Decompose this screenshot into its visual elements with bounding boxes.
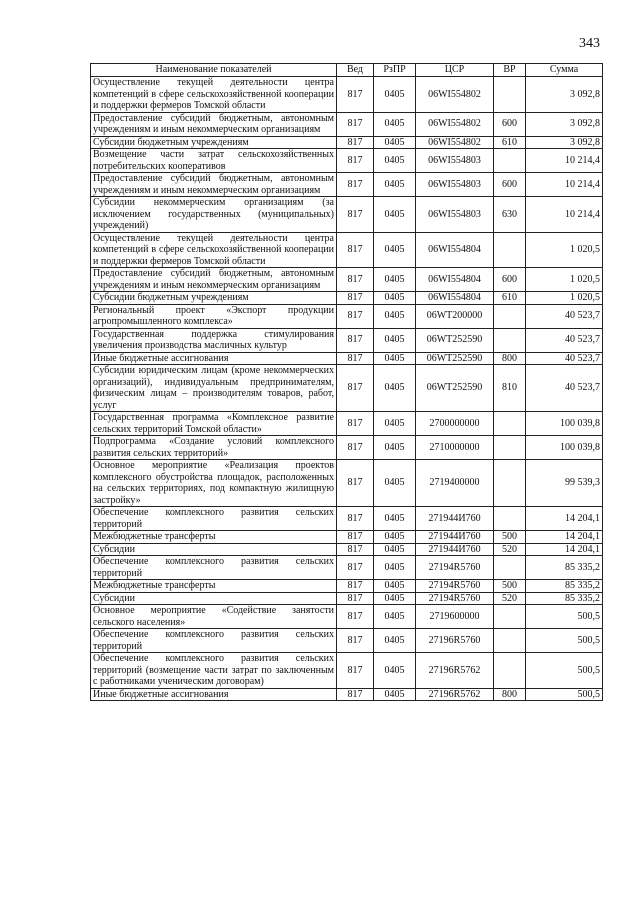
cell-vr: 610 xyxy=(494,136,526,149)
cell-ved: 817 xyxy=(337,292,374,305)
table-row xyxy=(91,592,603,605)
cell-vr: 500 xyxy=(494,531,526,544)
cell-rzpr: 0405 xyxy=(374,136,416,149)
cell-sum: 85 335,2 xyxy=(526,592,603,605)
cell-sum: 40 523,7 xyxy=(526,365,603,412)
cell-name: Межбюджетные трансферты xyxy=(91,531,337,544)
cell-name: Субсидии xyxy=(91,543,337,556)
cell-name: Осуществление текущей деятельности центра компетенций в сфере сельскохозяйственной кооперации и поддержки фермеров Томской области xyxy=(91,232,337,268)
cell-ved: 817 xyxy=(337,460,374,507)
table-row xyxy=(91,77,603,113)
cell-csr: 271944И760 xyxy=(416,531,494,544)
cell-vr xyxy=(494,328,526,352)
cell-sum: 10 214,4 xyxy=(526,173,603,197)
cell-ved: 817 xyxy=(337,580,374,593)
cell-rzpr: 0405 xyxy=(374,688,416,701)
cell-ved: 817 xyxy=(337,688,374,701)
cell-vr xyxy=(494,232,526,268)
cell-ved: 817 xyxy=(337,556,374,580)
cell-csr: 06WT252590 xyxy=(416,365,494,412)
cell-rzpr: 0405 xyxy=(374,112,416,136)
cell-sum: 100 039,8 xyxy=(526,412,603,436)
cell-sum: 500,5 xyxy=(526,629,603,653)
cell-rzpr: 0405 xyxy=(374,328,416,352)
cell-ved: 817 xyxy=(337,507,374,531)
cell-csr: 06WT252590 xyxy=(416,352,494,365)
cell-rzpr: 0405 xyxy=(374,592,416,605)
cell-sum: 500,5 xyxy=(526,688,603,701)
cell-vr: 600 xyxy=(494,173,526,197)
cell-rzpr: 0405 xyxy=(374,352,416,365)
cell-ved: 817 xyxy=(337,592,374,605)
cell-sum: 3 092,8 xyxy=(526,136,603,149)
cell-vr: 520 xyxy=(494,543,526,556)
table-row xyxy=(91,232,603,268)
cell-sum: 1 020,5 xyxy=(526,292,603,305)
cell-name: Возмещение части затрат сельскохозяйственных потребительских кооперативов xyxy=(91,149,337,173)
table-row xyxy=(91,556,603,580)
cell-rzpr: 0405 xyxy=(374,531,416,544)
table-row xyxy=(91,412,603,436)
table-row xyxy=(91,460,603,507)
cell-sum: 3 092,8 xyxy=(526,77,603,113)
cell-vr xyxy=(494,77,526,113)
cell-rzpr: 0405 xyxy=(374,629,416,653)
cell-rzpr: 0405 xyxy=(374,605,416,629)
cell-ved: 817 xyxy=(337,352,374,365)
cell-sum: 500,5 xyxy=(526,605,603,629)
cell-sum: 10 214,4 xyxy=(526,149,603,173)
cell-sum: 40 523,7 xyxy=(526,328,603,352)
cell-csr: 06WI554802 xyxy=(416,112,494,136)
cell-sum: 40 523,7 xyxy=(526,352,603,365)
cell-vr xyxy=(494,507,526,531)
cell-rzpr: 0405 xyxy=(374,412,416,436)
cell-rzpr: 0405 xyxy=(374,304,416,328)
table-row xyxy=(91,268,603,292)
cell-rzpr: 0405 xyxy=(374,507,416,531)
cell-ved: 817 xyxy=(337,268,374,292)
cell-csr: 06WI554804 xyxy=(416,232,494,268)
cell-vr xyxy=(494,653,526,689)
cell-vr xyxy=(494,436,526,460)
cell-csr: 06WI554802 xyxy=(416,136,494,149)
cell-csr: 2719400000 xyxy=(416,460,494,507)
cell-vr xyxy=(494,460,526,507)
cell-name: Иные бюджетные ассигнования xyxy=(91,352,337,365)
table-row xyxy=(91,531,603,544)
cell-csr: 27194R5760 xyxy=(416,592,494,605)
cell-csr: 06WI554803 xyxy=(416,173,494,197)
cell-csr: 271944И760 xyxy=(416,507,494,531)
cell-sum: 85 335,2 xyxy=(526,580,603,593)
cell-ved: 817 xyxy=(337,149,374,173)
cell-name: Предоставление субсидий бюджетным, автономным учреждениям и иным некоммерческим организациям xyxy=(91,112,337,136)
cell-ved: 817 xyxy=(337,328,374,352)
table-row xyxy=(91,328,603,352)
cell-name: Осуществление текущей деятельности центра компетенций в сфере сельскохозяйственной кооперации и поддержки фермеров Томской области xyxy=(91,77,337,113)
cell-name: Субсидии юридическим лицам (кроме некоммерческих организаций), индивидуальным предпринимателям, физическим лицам – производителям товаров, работ, услуг xyxy=(91,365,337,412)
cell-csr: 2719600000 xyxy=(416,605,494,629)
cell-ved: 817 xyxy=(337,543,374,556)
cell-name: Субсидии некоммерческим организациям (за исключением государственных (муниципальных) учреждений) xyxy=(91,197,337,233)
cell-csr: 2700000000 xyxy=(416,412,494,436)
cell-rzpr: 0405 xyxy=(374,268,416,292)
table-row xyxy=(91,436,603,460)
cell-name: Иные бюджетные ассигнования xyxy=(91,688,337,701)
cell-sum: 85 335,2 xyxy=(526,556,603,580)
cell-rzpr: 0405 xyxy=(374,653,416,689)
cell-rzpr: 0405 xyxy=(374,149,416,173)
cell-vr: 800 xyxy=(494,688,526,701)
cell-sum: 100 039,8 xyxy=(526,436,603,460)
cell-name: Субсидии бюджетным учреждениям xyxy=(91,136,337,149)
cell-sum: 1 020,5 xyxy=(526,268,603,292)
cell-name: Межбюджетные трансферты xyxy=(91,580,337,593)
cell-vr: 630 xyxy=(494,197,526,233)
cell-sum: 40 523,7 xyxy=(526,304,603,328)
cell-name: Государственная поддержка стимулирования увеличения производства масличных культур xyxy=(91,328,337,352)
table-row xyxy=(91,112,603,136)
cell-rzpr: 0405 xyxy=(374,436,416,460)
cell-csr: 27194R5760 xyxy=(416,580,494,593)
cell-ved: 817 xyxy=(337,653,374,689)
cell-ved: 817 xyxy=(337,136,374,149)
table-body xyxy=(91,77,603,701)
cell-csr: 27196R5762 xyxy=(416,653,494,689)
cell-rzpr: 0405 xyxy=(374,543,416,556)
cell-vr xyxy=(494,304,526,328)
table-row xyxy=(91,653,603,689)
header-vr: ВР xyxy=(494,64,526,77)
table-row xyxy=(91,688,603,701)
cell-rzpr: 0405 xyxy=(374,173,416,197)
cell-name: Обеспечение комплексного развития сельских территорий (возмещение части затрат по заключенным с работниками ученическим договорам) xyxy=(91,653,337,689)
table-row xyxy=(91,292,603,305)
cell-vr: 610 xyxy=(494,292,526,305)
cell-csr: 06WI554804 xyxy=(416,292,494,305)
cell-ved: 817 xyxy=(337,232,374,268)
cell-csr: 27194R5760 xyxy=(416,556,494,580)
cell-name: Основное мероприятие «Реализация проектов комплексного обустройства площадок, расположенных на сельских территориях, под компактную жилищную застройку» xyxy=(91,460,337,507)
cell-csr: 06WI554804 xyxy=(416,268,494,292)
cell-name: Предоставление субсидий бюджетным, автономным учреждениям и иным некоммерческим организациям xyxy=(91,173,337,197)
cell-name: Обеспечение комплексного развития сельских территорий xyxy=(91,556,337,580)
cell-name: Обеспечение комплексного развития сельских территорий xyxy=(91,507,337,531)
cell-sum: 1 020,5 xyxy=(526,232,603,268)
cell-name: Субсидии xyxy=(91,592,337,605)
cell-rzpr: 0405 xyxy=(374,232,416,268)
cell-ved: 817 xyxy=(337,112,374,136)
cell-ved: 817 xyxy=(337,412,374,436)
table-row xyxy=(91,507,603,531)
table-row xyxy=(91,304,603,328)
table-row xyxy=(91,365,603,412)
cell-sum: 14 204,1 xyxy=(526,507,603,531)
table-header-row xyxy=(91,64,603,77)
cell-sum: 14 204,1 xyxy=(526,543,603,556)
budget-table xyxy=(90,63,603,701)
cell-vr: 520 xyxy=(494,592,526,605)
cell-rzpr: 0405 xyxy=(374,77,416,113)
page-number: 343 xyxy=(579,36,600,51)
cell-ved: 817 xyxy=(337,531,374,544)
cell-name: Подпрограмма «Создание условий комплексного развития сельских территорий» xyxy=(91,436,337,460)
header-sum: Сумма xyxy=(526,64,603,77)
cell-vr: 600 xyxy=(494,268,526,292)
cell-csr: 06WT200000 xyxy=(416,304,494,328)
cell-sum: 10 214,4 xyxy=(526,197,603,233)
cell-sum: 14 204,1 xyxy=(526,531,603,544)
cell-ved: 817 xyxy=(337,197,374,233)
cell-csr: 2710000000 xyxy=(416,436,494,460)
table-row xyxy=(91,173,603,197)
cell-ved: 817 xyxy=(337,77,374,113)
cell-csr: 27196R5760 xyxy=(416,629,494,653)
cell-csr: 271944И760 xyxy=(416,543,494,556)
header-csr: ЦСР xyxy=(416,64,494,77)
cell-ved: 817 xyxy=(337,365,374,412)
cell-csr: 06WI554803 xyxy=(416,197,494,233)
table-row xyxy=(91,543,603,556)
cell-ved: 817 xyxy=(337,173,374,197)
cell-name: Основное мероприятие «Содействие занятости сельского населения» xyxy=(91,605,337,629)
cell-vr: 810 xyxy=(494,365,526,412)
header-ved: Вед xyxy=(337,64,374,77)
table-row xyxy=(91,629,603,653)
cell-csr: 06WI554803 xyxy=(416,149,494,173)
table-row xyxy=(91,136,603,149)
cell-name: Региональный проект «Экспорт продукции агропромышленного комплекса» xyxy=(91,304,337,328)
cell-ved: 817 xyxy=(337,436,374,460)
cell-rzpr: 0405 xyxy=(374,365,416,412)
cell-csr: 06WI554802 xyxy=(416,77,494,113)
table-row xyxy=(91,197,603,233)
cell-vr xyxy=(494,556,526,580)
cell-csr: 27196R5762 xyxy=(416,688,494,701)
cell-rzpr: 0405 xyxy=(374,556,416,580)
cell-vr xyxy=(494,605,526,629)
cell-rzpr: 0405 xyxy=(374,460,416,507)
cell-ved: 817 xyxy=(337,629,374,653)
table-row xyxy=(91,580,603,593)
table-row xyxy=(91,149,603,173)
cell-ved: 817 xyxy=(337,304,374,328)
table-row xyxy=(91,605,603,629)
cell-rzpr: 0405 xyxy=(374,580,416,593)
cell-csr: 06WT252590 xyxy=(416,328,494,352)
cell-vr xyxy=(494,149,526,173)
cell-name: Обеспечение комплексного развития сельских территорий xyxy=(91,629,337,653)
cell-vr: 500 xyxy=(494,580,526,593)
cell-rzpr: 0405 xyxy=(374,292,416,305)
cell-rzpr: 0405 xyxy=(374,197,416,233)
cell-sum: 99 539,3 xyxy=(526,460,603,507)
cell-vr xyxy=(494,629,526,653)
cell-vr xyxy=(494,412,526,436)
cell-name: Предоставление субсидий бюджетным, автономным учреждениям и иным некоммерческим организациям xyxy=(91,268,337,292)
cell-sum: 500,5 xyxy=(526,653,603,689)
cell-sum: 3 092,8 xyxy=(526,112,603,136)
header-name: Наименование показателей xyxy=(91,64,337,77)
cell-vr: 800 xyxy=(494,352,526,365)
cell-ved: 817 xyxy=(337,605,374,629)
table-row xyxy=(91,352,603,365)
header-rzpr: РзПР xyxy=(374,64,416,77)
cell-name: Государственная программа «Комплексное развитие сельских территорий Томской области» xyxy=(91,412,337,436)
cell-name: Субсидии бюджетным учреждениям xyxy=(91,292,337,305)
cell-vr: 600 xyxy=(494,112,526,136)
